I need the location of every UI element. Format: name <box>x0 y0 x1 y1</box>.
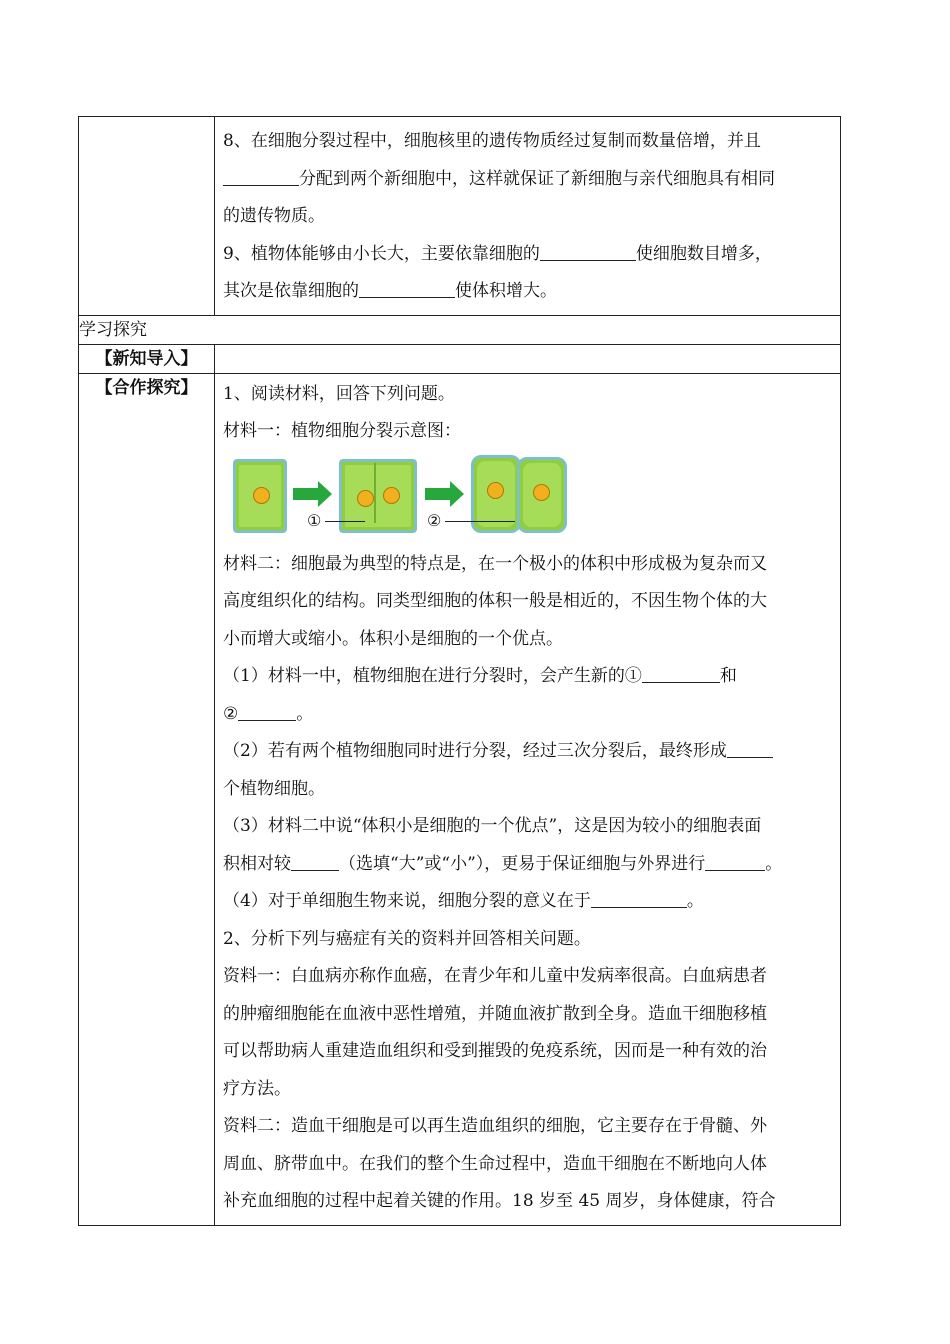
table-row <box>79 117 841 316</box>
arrow-icon <box>425 488 451 500</box>
sq4-text: （4）对于单细胞生物来说，细胞分裂的意义在于 <box>223 891 591 911</box>
data1-line3: 可以帮助病人重建造血组织和受到摧毁的免疫系统，因而是一种有效的治 <box>223 1041 767 1061</box>
nucleus-icon <box>253 487 270 504</box>
empty-label-cell <box>79 117 215 316</box>
sq3-period: 。 <box>765 853 783 874</box>
q2-title: 2、分析下列与癌症有关的资料并回答相关问题。 <box>223 928 591 949</box>
data1-line4: 疗方法。 <box>223 1078 291 1099</box>
data1-line1: 资料一：白血病亦称作血癌，在青少年和儿童中发病率很高。白血病患者 <box>223 966 767 986</box>
arrow-icon <box>293 488 319 500</box>
q9-text-4: 使体积增大。 <box>455 281 557 301</box>
material2-line1: 材料二：细胞最为典型的特点是，在一个极小的体积中形成极为复杂而又 <box>223 553 767 574</box>
sq3-text-b: （选填“大”或“小”），更易于保证细胞与外界进行 <box>339 853 706 874</box>
material2-line2: 高度组织化的结构。同类型细胞的体积一般是相近的，不因生物个体的大 <box>223 591 767 611</box>
answer-blank[interactable] <box>291 848 339 871</box>
q9-text-1: 9、植物体能够由小长大，主要依靠细胞的 <box>223 243 540 264</box>
answer-blank[interactable] <box>359 275 455 298</box>
data1-line2: 的肿瘤细胞能在血液中恶性增殖，并随血液扩散到全身。造血干细胞移植 <box>223 1003 767 1024</box>
coop-content-cell <box>215 373 841 1225</box>
sq1-text: （1）材料一中，植物细胞在进行分裂时，会产生新的① <box>223 666 642 686</box>
data2-line1: 资料二：造血干细胞是可以再生造血组织的细胞，它主要存在于骨髓、外 <box>223 1116 767 1136</box>
nucleus-icon <box>383 487 400 504</box>
material1: 材料一：植物细胞分裂示意图： <box>223 421 461 441</box>
nucleus-icon <box>357 490 374 507</box>
new-cell-membrane <box>374 463 376 523</box>
subquestion-1-cont <box>223 696 832 734</box>
cell-division-figure <box>231 455 571 540</box>
material2-line3: 小而增大或缩小。体积小是细胞的一个优点。 <box>223 628 563 649</box>
worksheet-table <box>78 116 841 1226</box>
sq1-period: 。 <box>296 703 314 724</box>
q8-line2-text: 分配到两个新细胞中，这样就保证了新细胞与亲代细胞具有相同 <box>299 168 775 189</box>
table-row <box>79 344 841 373</box>
figure-label-2: ② <box>427 510 442 530</box>
subquestion-1 <box>223 658 832 696</box>
q8-line3: 的遗传物质。 <box>223 206 325 226</box>
table-row <box>79 315 841 344</box>
answer-blank[interactable] <box>223 163 299 186</box>
sq4-period: 。 <box>686 891 704 911</box>
data2-line2: 周血、脐带血中。在我们的整个生命过程中，造血干细胞在不断地向人体 <box>223 1153 767 1174</box>
nucleus-icon <box>487 482 504 499</box>
table-row <box>79 373 841 1225</box>
answer-blank[interactable] <box>540 238 636 261</box>
answer-blank[interactable] <box>238 698 296 721</box>
sq1-circle-2: ② <box>223 703 239 724</box>
answer-blank[interactable] <box>727 735 773 758</box>
answer-blank[interactable] <box>642 660 720 683</box>
answer-blank[interactable] <box>705 848 765 871</box>
sq1-and: 和 <box>719 666 737 686</box>
answer-blank[interactable] <box>591 885 687 908</box>
q8-line2 <box>223 161 832 199</box>
q9-text-2: 使细胞数目增多， <box>635 243 772 264</box>
subquestion-2 <box>223 733 832 771</box>
new-intro-label: 【新知导入】 <box>79 344 215 373</box>
coop-label: 【合作探究】 <box>79 373 215 1225</box>
q1-title: 1、阅读材料，回答下列问题。 <box>223 383 455 404</box>
subquestion-3: （3）材料二中说“体积小是细胞的一个优点”，这是因为较小的细胞表面 <box>223 816 762 836</box>
q9-line1 <box>223 236 832 274</box>
nucleus-icon <box>533 484 550 501</box>
subquestion-4 <box>223 883 832 921</box>
review-questions-cell <box>215 117 841 316</box>
new-intro-content <box>215 344 841 373</box>
subquestion-2-cont: 个植物细胞。 <box>223 778 325 799</box>
data2-line3: 补充血细胞的过程中起着关键的作用。18 岁至 45 周岁，身体健康，符合 <box>223 1191 776 1211</box>
q8-line1: 8、在细胞分裂过程中，细胞核里的遗传物质经过复制而数量倍增，并且 <box>223 131 761 151</box>
sq3-text-a: 积相对较 <box>223 853 291 874</box>
sq2-text: （2）若有两个植物细胞同时进行分裂，经过三次分裂后，最终形成 <box>223 741 727 761</box>
subquestion-3-cont <box>223 846 832 884</box>
figure-label-1: ① <box>307 510 322 530</box>
section-title: 学习探究 <box>79 315 841 344</box>
q9-line2 <box>223 273 832 311</box>
q9-text-3: 其次是依靠细胞的 <box>223 281 359 301</box>
